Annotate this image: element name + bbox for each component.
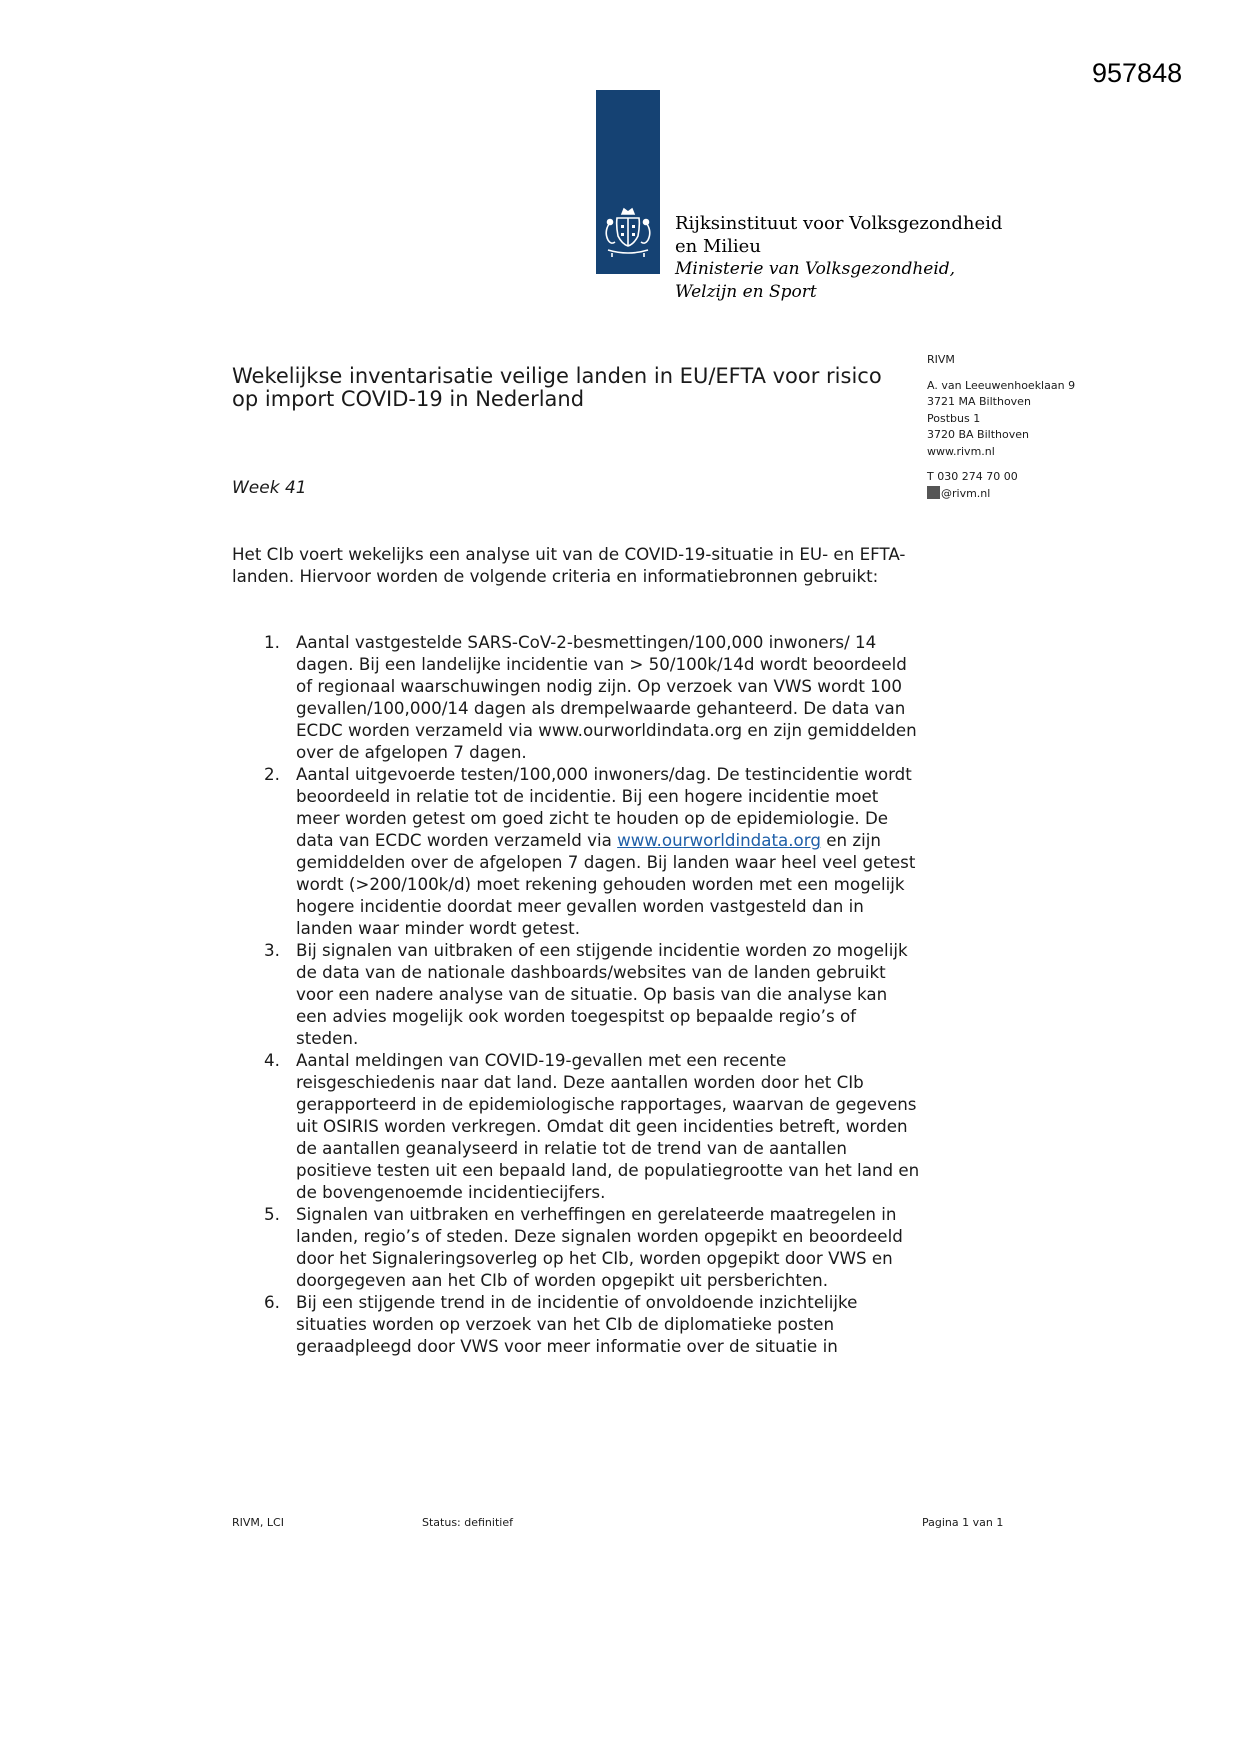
document-title: Wekelijkse inventarisatie veilige landen in EU/EFTA voor risico op import COVID-19 in Nederland xyxy=(232,364,882,411)
organisation-name xyxy=(675,212,1002,304)
ministry-line1: Ministerie van Volksgezondheid, xyxy=(675,259,956,279)
footer-page-number: Pagina 1 van 1 xyxy=(922,1516,1004,1529)
criteria-text: Bij signalen van uitbraken of een stijgende incidentie worden zo mogelijk de data van de nationale dashboards/websites van de landen gebruikt voor een nadere analyse van de situatie. Op basis van die analyse kan een advies mogelijk ook worden toegespitst op bepaalde regio’s of steden. xyxy=(296,940,908,1048)
ministry-line2: Welzijn en Sport xyxy=(675,282,817,302)
criteria-text: Signalen van uitbraken en verheffingen en gerelateerde maatregelen in landen, regio’s of steden. Deze signalen worden opgepikt en beoordeeld door het Signaleringsoverleg op het CIb, worden opgepikt door VWS en doorgegeven aan het CIb of worden opgepikt uit persberichten. xyxy=(296,1204,903,1290)
redaction-mark xyxy=(927,486,940,499)
sidebar-address1: A. van Leeuwenhoeklaan 9 xyxy=(927,378,1076,392)
intro-paragraph: Het CIb voert wekelijks een analyse uit van de COVID-19-situatie in EU- en EFTA-landen. Hiervoor worden de volgende criteria en informatiebronnen gebruikt: xyxy=(232,544,906,586)
criteria-text-before-link: Aantal uitgevoerde testen/100,000 inwoners/dag. De testincidentie wordt beoordeeld in relatie tot de incidentie. Bij een hogere incidentie moet meer worden getest om goed zicht te houden op de epidemiologie. De data van ECDC worden verzameld via xyxy=(296,764,912,850)
org-name-line2: en Milieu xyxy=(675,236,761,257)
criteria-item-4 xyxy=(232,1049,922,1203)
sidebar-address2: 3721 MA Bilthoven xyxy=(927,395,1031,408)
criteria-text: Aantal vastgestelde SARS-CoV-2-besmettingen/100,000 inwoners/ 14 dagen. Bij een landelijke incidentie van > 50/100k/14d wordt beoordeeld of regionaal waarschuwingen nodig zijn. Op verzoek van VWS wordt 100 gevallen/100,000/14 dagen als drempelwaarde gehanteerd. De data van ECDC worden verzameld via www.ourworldindata.org en zijn gemiddelden over de afgelopen 7 dagen. xyxy=(296,632,917,762)
criteria-item-2 xyxy=(232,763,922,939)
sidebar-postal: 3720 BA Bilthoven xyxy=(927,428,1029,441)
document-number: 957848 xyxy=(1092,58,1183,88)
sidebar-postbus: Postbus 1 xyxy=(927,411,981,425)
criteria-number: 2. xyxy=(264,764,280,784)
sidebar-email xyxy=(927,486,1075,503)
criteria-text: Bij een stijgende trend in de incidentie of onvoldoende inzichtelijke situaties worden op verzoek van het CIb de diplomatieke posten geraadpleegd door VWS voor meer informatie over de situatie in xyxy=(296,1292,858,1356)
criteria-item-6 xyxy=(232,1291,922,1357)
royal-coat-of-arms-icon xyxy=(600,206,656,260)
sidebar-phone: T 030 274 70 00 xyxy=(927,470,1018,483)
criteria-item-3 xyxy=(232,939,922,1049)
week-label: Week 41 xyxy=(232,478,307,498)
criteria-number: 1. xyxy=(264,632,280,652)
criteria-text-after-link: en zijn gemiddelden over de afgelopen 7 dagen. Bij landen waar heel veel getest wordt (>200/100k/d) moet rekening gehouden worden met een mogelijk hogere incidentie doordat meer gevallen worden vastgesteld dan in landen waar minder wordt getest. xyxy=(296,830,916,938)
criteria-text: Aantal meldingen van COVID-19-gevallen met een recente reisgeschiedenis naar dat land. Deze aantallen worden door het CIb gerapporteerd in de epidemiologische rapportages, waarvan de gegevens uit OSIRIS worden verkregen. Omdat dit geen incidenties betreft, worden de aantallen geanalyseerd in relatie tot de trend van de aantallen positieve testen uit een bepaald land, de populatiegrootte van het land en de bovengenoemde incidentiecijfers. xyxy=(296,1050,920,1202)
criteria-number: 3. xyxy=(264,940,280,960)
contact-sidebar xyxy=(927,352,1075,502)
sidebar-website: www.rivm.nl xyxy=(927,444,995,458)
footer-status: Status: definitief xyxy=(422,1516,513,1529)
criteria-number: 5. xyxy=(264,1204,280,1224)
org-name-line1: Rijksinstituut voor Volksgezondheid xyxy=(675,213,1003,234)
sidebar-org: RIVM xyxy=(927,353,955,366)
criteria-item-1 xyxy=(232,631,922,763)
criteria-item-5 xyxy=(232,1203,922,1291)
criteria-number: 6. xyxy=(264,1292,280,1312)
footer-left: RIVM, LCI xyxy=(232,1516,284,1529)
criteria-number: 4. xyxy=(264,1050,280,1070)
ourworldindata-link[interactable]: www.ourworldindata.org xyxy=(617,830,821,850)
sidebar-email-suffix: @rivm.nl xyxy=(941,486,991,500)
criteria-list xyxy=(232,631,922,1357)
